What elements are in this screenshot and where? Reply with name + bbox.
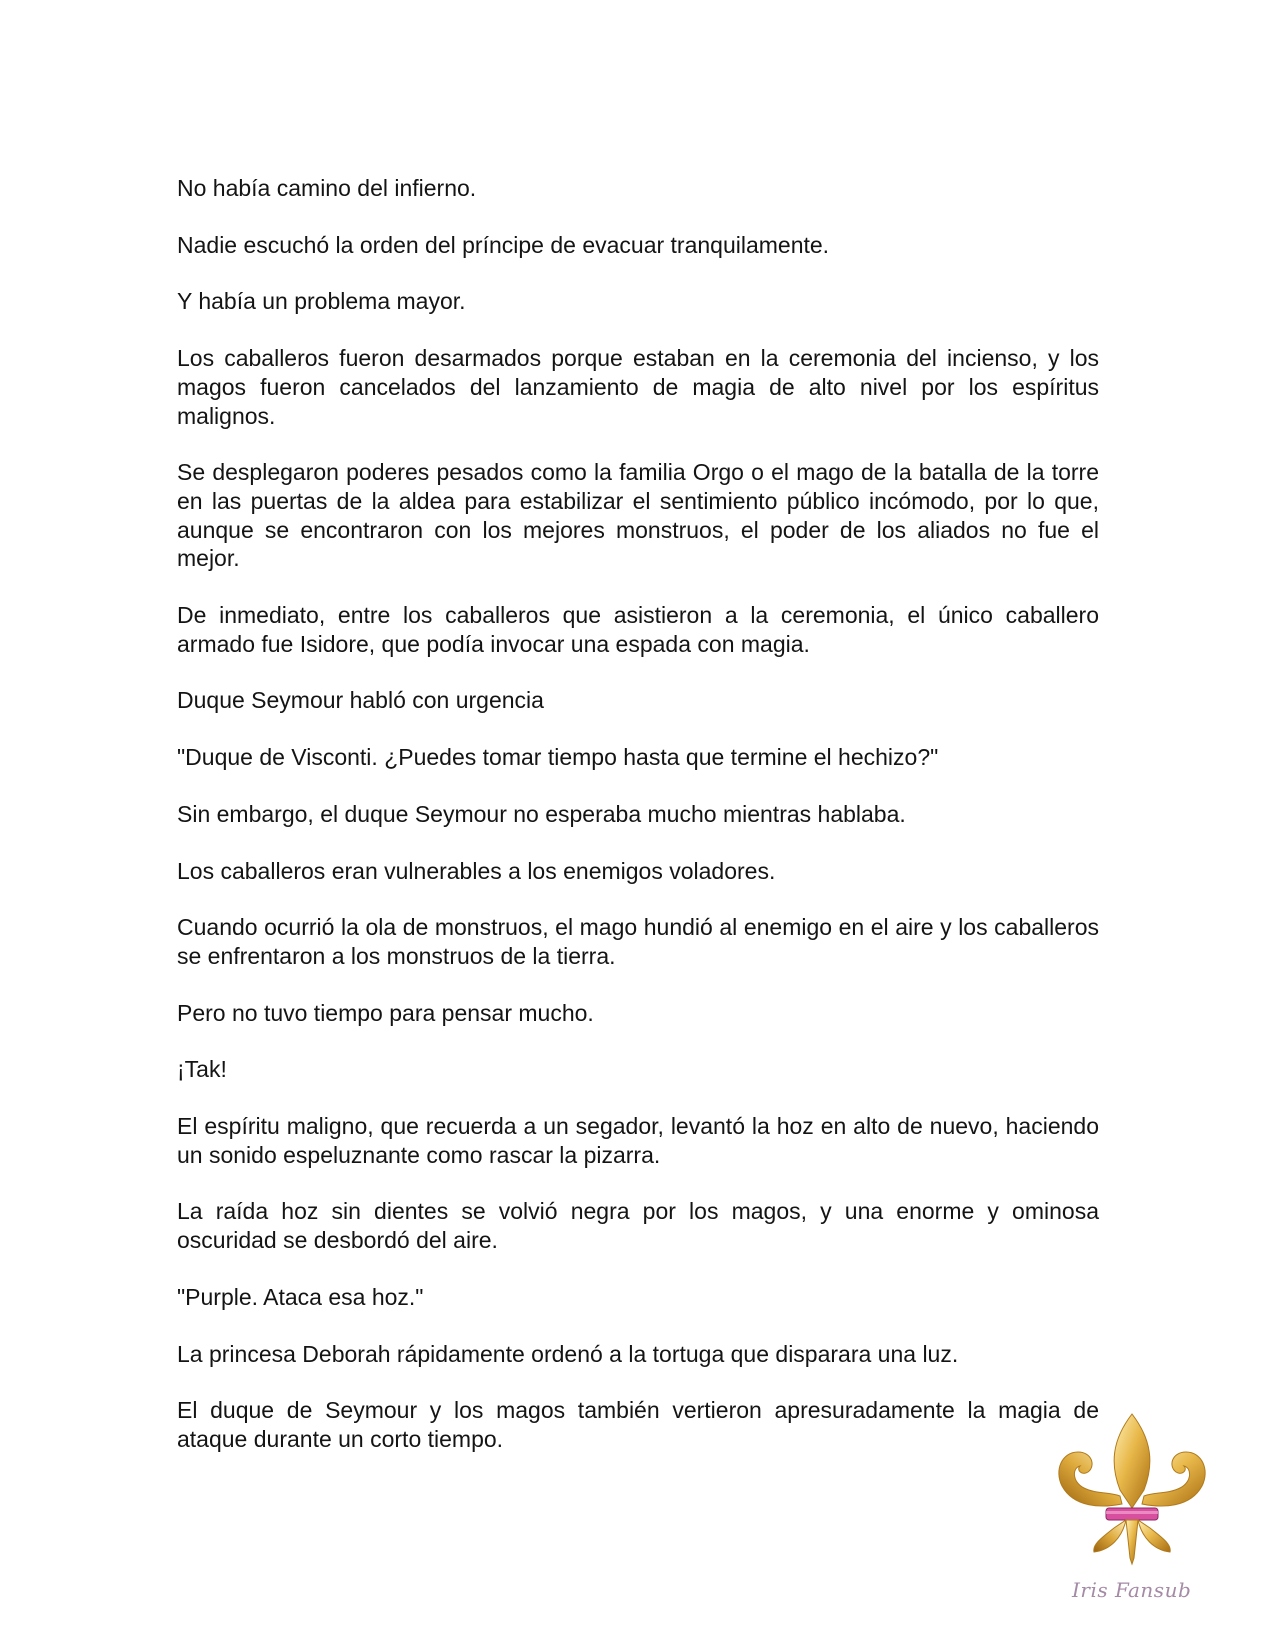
- paragraph: ¡Tak!: [177, 1056, 227, 1083]
- paragraph: Y había un problema mayor.: [177, 288, 466, 315]
- paragraph: Se desplegaron poderes pesados como la familia Orgo o el mago de la batalla de la torre en las puertas de la aldea para estabilizar el sentimiento público incómodo, por lo que, aunque se encontraron con los mejores monstruos, el poder de los aliados no fue el mejor.: [177, 459, 1099, 572]
- paragraph: Nadie escuchó la orden del príncipe de evacuar tranquilamente.: [177, 231, 830, 258]
- paragraph: Cuando ocurrió la ola de monstruos, el mago hundió al enemigo en el aire y los caballeros se enfrentaron a los monstruos de la tierra.: [177, 914, 1099, 969]
- paragraph: De inmediato, entre los caballeros que asistieron a la ceremonia, el único caballero armado fue Isidore, que podía invocar una espada con magia.: [177, 602, 1099, 657]
- paragraph: El duque de Seymour y los magos también vertieron apresuradamente la magia de ataque durante un corto tiempo.: [177, 1397, 1099, 1452]
- paragraph: La raída hoz sin dientes se volvió negra por los magos, y una enorme y ominosa oscuridad se desbordó del aire.: [177, 1198, 1099, 1254]
- paragraph: "Purple. Ataca esa hoz.": [177, 1283, 424, 1310]
- paragraph: No había camino del infierno.: [177, 175, 477, 201]
- fleur-de-lis-icon: [1052, 1412, 1212, 1572]
- watermark-signature: Iris Fansub: [1072, 1578, 1192, 1602]
- paragraph: Los caballeros eran vulnerables a los enemigos voladores.: [177, 857, 776, 884]
- paragraph: Los caballeros fueron desarmados porque estaban en la ceremonia del incienso, y los magos fueron cancelados del lanzamiento de magia de alto nivel por los espíritus malignos.: [177, 345, 1099, 429]
- paragraph: El espíritu maligno, que recuerda a un segador, levantó la hoz en alto de nuevo, haciendo un sonido espeluznante como rascar la pizarra.: [177, 1113, 1099, 1168]
- document-body: [177, 174, 1099, 1454]
- paragraph: Duque Seymour habló con urgencia: [177, 687, 544, 714]
- paragraph: Sin embargo, el duque Seymour no esperaba mucho mientras hablaba.: [177, 800, 906, 827]
- paragraph: Pero no tuvo tiempo para pensar mucho.: [177, 999, 594, 1026]
- paragraph: "Duque de Visconti. ¿Puedes tomar tiempo hasta que termine el hechizo?": [177, 744, 939, 771]
- paragraph: La princesa Deborah rápidamente ordenó a la tortuga que disparara una luz.: [177, 1340, 959, 1367]
